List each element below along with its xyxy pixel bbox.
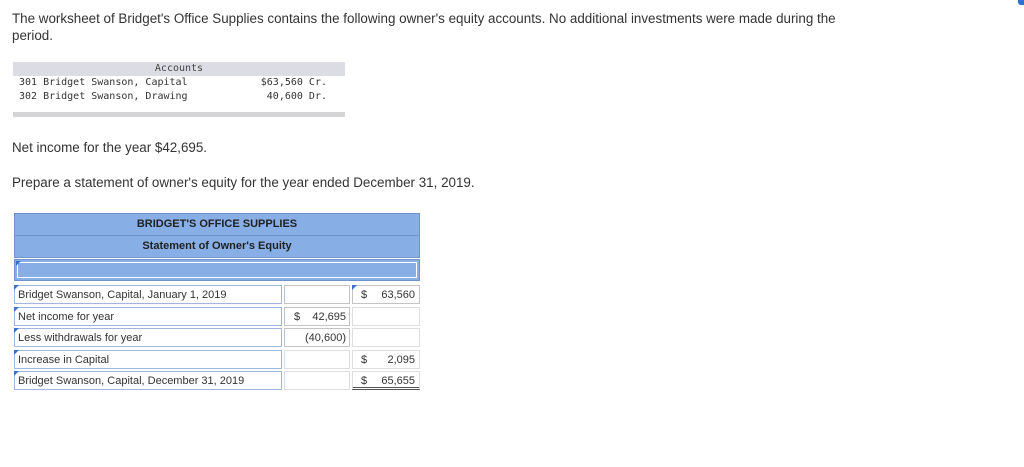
- company-name: BRIDGET'S OFFICE SUPPLIES: [15, 214, 419, 236]
- period-input-box[interactable]: [17, 262, 417, 278]
- amount-col2-input[interactable]: [352, 350, 420, 369]
- input-marker-icon: [14, 307, 19, 312]
- amount-col1-input[interactable]: [284, 307, 350, 326]
- input-marker-icon: [16, 261, 21, 266]
- row-label-input[interactable]: [14, 307, 282, 326]
- currency-symbol: $: [361, 375, 368, 387]
- statement-of-owners-equity: [14, 213, 420, 392]
- input-marker-icon: [14, 285, 19, 290]
- scroll-indicator: [1018, 0, 1024, 5]
- row-label-input[interactable]: [14, 328, 282, 347]
- currency-symbol: $: [361, 289, 368, 301]
- input-marker-icon: [14, 350, 19, 355]
- accounts-header: Accounts: [13, 62, 345, 76]
- statement-title: Statement of Owner's Equity: [142, 240, 292, 252]
- row-label-input[interactable]: [14, 350, 282, 369]
- row-label: Net income for year: [18, 310, 114, 323]
- account-amount: $63,560 Cr.: [260, 77, 327, 88]
- table-row: [14, 327, 420, 349]
- accounts-table: [13, 62, 345, 117]
- row-label-input[interactable]: [14, 371, 282, 390]
- input-marker-icon: [352, 285, 357, 290]
- amount-col2-input[interactable]: [352, 307, 420, 326]
- table-row: [14, 306, 420, 328]
- amount-col1-input[interactable]: [284, 285, 350, 304]
- currency-symbol: $: [361, 353, 368, 366]
- amount-value: 63,560: [381, 289, 415, 301]
- table-row: [14, 284, 420, 306]
- net-income-text: Net income for the year $42,695.: [12, 140, 208, 155]
- account-row: [13, 90, 345, 104]
- statement-rows: [14, 284, 420, 392]
- table-row: [14, 370, 420, 392]
- amount-value: 65,655: [381, 375, 415, 387]
- amount-col1-input[interactable]: [284, 328, 350, 347]
- input-marker-icon: [14, 371, 19, 376]
- row-label: Bridget Swanson, Capital, January 1, 2019: [18, 289, 227, 301]
- statement-header: [14, 213, 420, 258]
- amount-col1-input[interactable]: [284, 371, 350, 390]
- row-label-input[interactable]: [14, 285, 282, 304]
- account-amount: 40,600 Dr.: [266, 91, 327, 102]
- amount-col1-input[interactable]: [284, 350, 350, 369]
- row-label: Bridget Swanson, Capital, December 31, 2019: [18, 375, 245, 387]
- amount-col2-input[interactable]: [352, 328, 420, 347]
- instruction-text: Prepare a statement of owner's equity for the year ended December 31, 2019.: [12, 175, 475, 190]
- period-input[interactable]: [14, 259, 420, 281]
- accounts-footer: [13, 104, 345, 117]
- row-label: Increase in Capital: [18, 353, 110, 366]
- row-label: Less withdrawals for year: [18, 332, 143, 344]
- account-row: [13, 76, 345, 90]
- amount-value: 42,695: [312, 310, 346, 323]
- intro-text: The worksheet of Bridget's Office Supplies contains the following owner's equity accounts. No additional investments were made during the period.: [12, 11, 836, 43]
- amount-col2-input[interactable]: [352, 285, 420, 304]
- currency-symbol: $: [294, 310, 301, 323]
- amount-value: 2,095: [387, 353, 415, 366]
- account-label: 301 Bridget Swanson, Capital: [19, 77, 188, 88]
- account-label: 302 Bridget Swanson, Drawing: [19, 91, 188, 102]
- amount-col2-input[interactable]: [352, 371, 420, 390]
- table-row: [14, 349, 420, 371]
- amount-value: (40,600): [305, 332, 346, 344]
- input-marker-icon: [14, 328, 19, 333]
